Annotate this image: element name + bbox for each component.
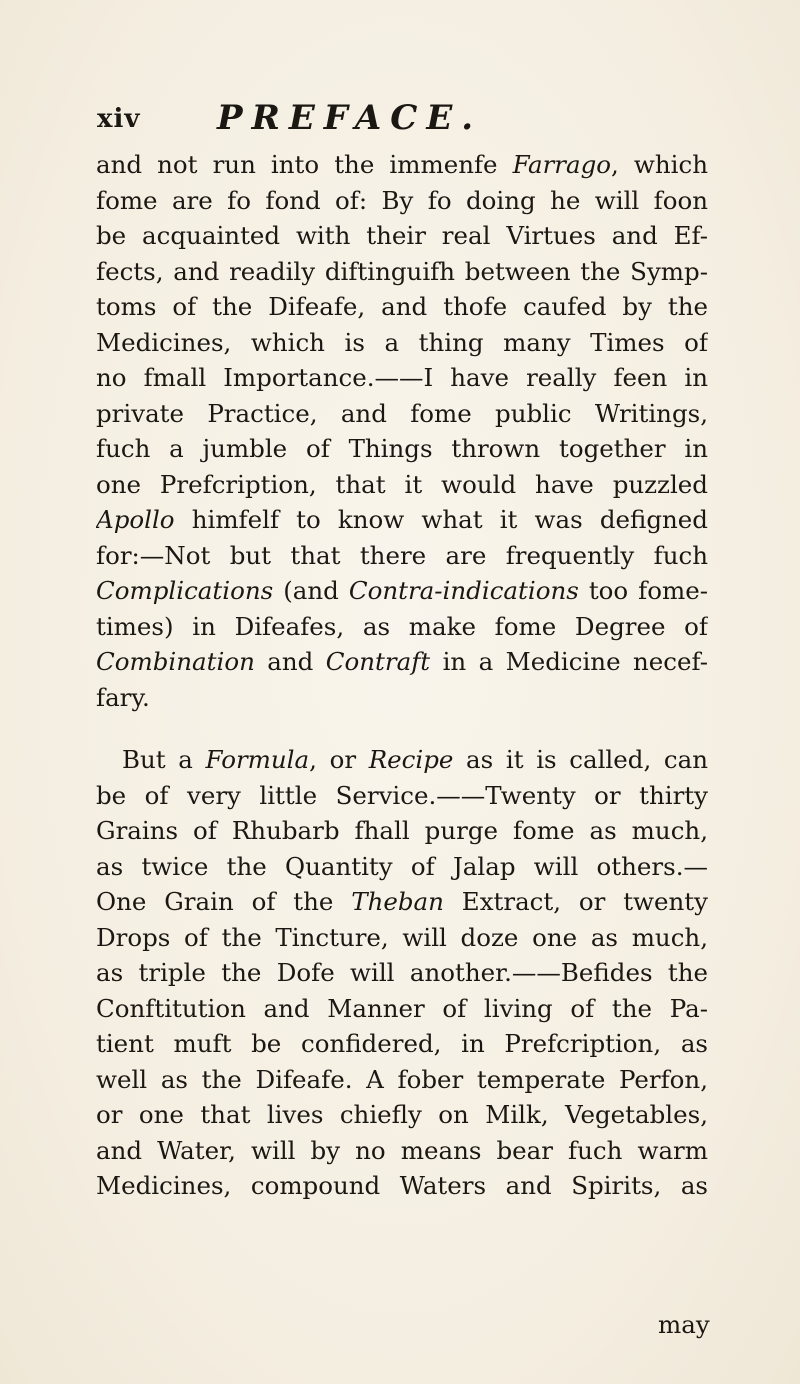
text-line bbox=[96, 680, 708, 716]
italic-term: Contraft bbox=[325, 647, 431, 676]
text-line bbox=[96, 396, 708, 432]
italic-term: Contra-indications bbox=[348, 576, 579, 605]
text-segment: be of very little Service.——Twenty or thirty bbox=[96, 780, 708, 810]
text-line bbox=[96, 644, 708, 680]
text-segment: himfelf to know what it was defigned bbox=[174, 505, 708, 534]
text-line bbox=[96, 1026, 708, 1062]
running-head: PREFACE. bbox=[217, 98, 483, 138]
text-segment: fary. bbox=[96, 682, 150, 712]
text-segment: well as the Difeafe. A fober temperate Perfon, bbox=[96, 1064, 708, 1094]
page-header bbox=[97, 98, 717, 148]
text-line bbox=[96, 289, 708, 325]
text-segment: and Water, will by no means bear fuch warm bbox=[96, 1135, 708, 1165]
body-text bbox=[96, 147, 708, 1204]
text-line bbox=[96, 813, 708, 849]
text-line bbox=[96, 1062, 708, 1098]
text-segment: or one that lives chiefly on Milk, Vegetables, bbox=[96, 1100, 708, 1129]
italic-term: Theban bbox=[351, 887, 444, 916]
text-segment: Extract, or twenty bbox=[443, 887, 708, 916]
text-segment: toms of the Difeafe, and thofe caufed by the bbox=[96, 292, 708, 321]
catchword: may bbox=[658, 1310, 710, 1339]
text-line bbox=[96, 325, 708, 361]
text-segment: private Practice, and fome public Writings, bbox=[96, 398, 708, 428]
text-line bbox=[96, 849, 708, 885]
text-line bbox=[96, 147, 708, 183]
text-segment: fuch a jumble of Things thrown together in bbox=[96, 434, 708, 463]
italic-term: Complications bbox=[96, 576, 274, 605]
text-line bbox=[96, 254, 708, 290]
text-line bbox=[96, 991, 708, 1027]
text-line bbox=[96, 1133, 708, 1169]
text-segment: too fome- bbox=[578, 576, 708, 605]
text-segment: tient muft be confidered, in Prefcription, as bbox=[96, 1029, 708, 1058]
text-line bbox=[96, 467, 708, 503]
text-segment: and bbox=[254, 647, 326, 676]
text-line bbox=[96, 502, 708, 538]
text-line bbox=[96, 360, 708, 396]
text-segment: , which bbox=[611, 150, 708, 179]
paragraph-gap bbox=[96, 715, 708, 742]
text-segment: as triple the Dofe will another.——Befides the bbox=[96, 958, 708, 987]
text-segment: fome are fo fond of: By fo doing he will foon bbox=[96, 185, 708, 215]
text-line bbox=[96, 538, 708, 574]
text-segment: But a bbox=[122, 745, 206, 774]
text-line bbox=[96, 920, 708, 956]
text-line bbox=[96, 778, 708, 814]
text-segment: times) in Difeafes, as make fome Degree of bbox=[96, 611, 708, 641]
text-segment: Grains of Rhubarb fhall purge fome as much, bbox=[96, 816, 708, 845]
text-segment: be acquainted with their real Virtues and Ef- bbox=[96, 221, 708, 250]
text-segment: one Prefcription, that it would have puzzled bbox=[96, 469, 708, 499]
italic-term: Farrago bbox=[512, 150, 612, 179]
italic-term: Combination bbox=[96, 647, 255, 676]
text-line bbox=[96, 573, 708, 609]
text-segment: in a Medicine necef- bbox=[430, 647, 708, 676]
italic-term: Recipe bbox=[368, 745, 454, 774]
text-segment: One Grain of the bbox=[96, 887, 352, 916]
text-line bbox=[96, 1097, 708, 1133]
text-line bbox=[96, 1168, 708, 1204]
italic-term: Formula bbox=[205, 745, 310, 774]
text-line bbox=[96, 742, 708, 778]
text-segment: fects, and readily diftinguifh between the Symp- bbox=[96, 256, 708, 286]
text-segment: Conftitution and Manner of living of the Pa- bbox=[96, 993, 708, 1023]
italic-term: Apollo bbox=[96, 505, 175, 534]
text-line bbox=[96, 183, 708, 219]
text-segment: Medicines, compound Waters and Spirits, as bbox=[96, 1171, 708, 1200]
text-segment: as it is called, can bbox=[453, 745, 708, 774]
text-segment: as twice the Quantity of Jalap will others.— bbox=[96, 851, 708, 881]
text-segment: and not run into the immenfe bbox=[96, 150, 513, 179]
text-line bbox=[96, 955, 708, 991]
text-segment: (and bbox=[273, 576, 349, 605]
text-segment: for:—Not but that there are frequently fuch bbox=[96, 540, 708, 570]
text-line bbox=[96, 884, 708, 920]
text-line bbox=[96, 218, 708, 254]
text-line bbox=[96, 609, 708, 645]
text-segment: Drops of the Tincture, will doze one as much, bbox=[96, 922, 708, 952]
text-segment: , or bbox=[309, 745, 369, 774]
text-line bbox=[96, 431, 708, 467]
page-number: xiv bbox=[97, 104, 141, 134]
text-segment: Medicines, which is a thing many Times of bbox=[96, 327, 708, 357]
text-segment: no fmall Importance.——I have really feen in bbox=[96, 363, 708, 392]
